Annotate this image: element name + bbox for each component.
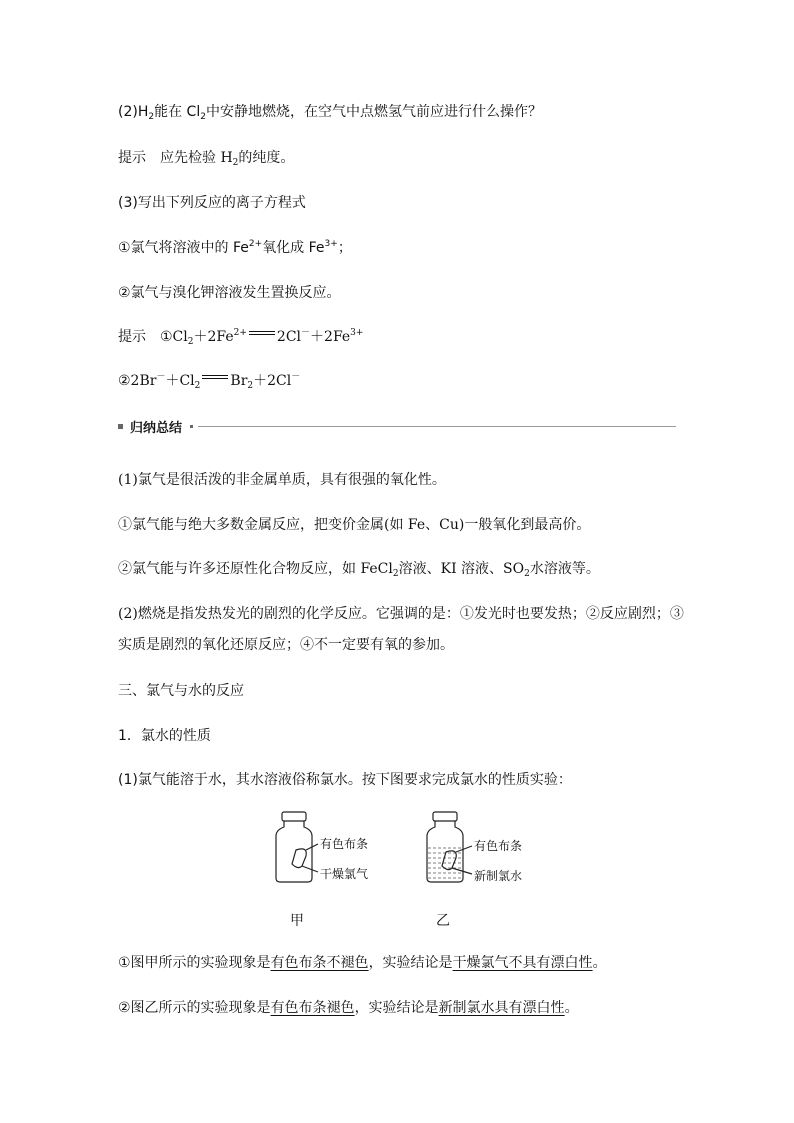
question-3-title: (3)写出下列反应的离子方程式 bbox=[118, 195, 306, 211]
yi-label-cloth: 有色布条 bbox=[474, 839, 523, 853]
conclusion-2: ②图乙所示的实验现象是有色布条褪色，实验结论是新制氯水具有漂白性。 bbox=[118, 1000, 579, 1016]
bottle-yi-icon bbox=[427, 812, 472, 882]
paragraph-1: (1)氯气能溶于水，其水溶液俗称氯水。按下图要求完成氯水的性质实验： bbox=[118, 772, 572, 788]
answer-blank-3: 有色布条褪色 bbox=[270, 1000, 355, 1016]
equation-1: 提示 $①Cl_2+2Fe^{2+}$ $2Cl^-+2Fe^{3+}$ bbox=[118, 328, 364, 347]
square-bullet-icon bbox=[118, 424, 123, 429]
jia-label-cloth: 有色布条 bbox=[320, 837, 369, 851]
equation-2: $②2Br^-+Cl_2$ $Br_2+2Cl^-$ bbox=[118, 372, 301, 391]
summary-2-line1: (2)燃烧是指发热发光的剧烈的化学反应。它强调的是：①发光时也要发热；②反应剧烈；③ bbox=[118, 606, 684, 622]
yi-label-water: 新制氯水 bbox=[474, 869, 523, 883]
hint-2: 提示 应先检验 $H_2$的纯度。 bbox=[118, 150, 295, 168]
summary-1b: ②氯气能与许多还原性化合物反应，如 FeCl$_2$溶液、KI 溶液、$SO_2$水溶液等。 bbox=[118, 561, 600, 579]
summary-header bbox=[118, 417, 676, 437]
equals-arrow bbox=[200, 373, 230, 383]
bottles-diagram bbox=[260, 800, 540, 900]
question-2: $(2)H_2$能在 $Cl_2$中安静地燃烧，在空气中点燃氢气前应进行什么操作？ bbox=[118, 104, 542, 122]
question-3-b: ②氯气与溴化钾溶液发生置换反应。 bbox=[118, 285, 341, 301]
caption-yi: 乙 bbox=[436, 913, 450, 929]
experiment-figure bbox=[260, 800, 540, 930]
hint-label: 提示 bbox=[118, 150, 146, 166]
summary-2-line2: 实质是剧烈的氧化还原反应；④不一定要有氧的参加。 bbox=[118, 637, 454, 653]
section-3-title: 三、氯气与水的反应 bbox=[118, 683, 244, 699]
small-square-icon bbox=[190, 425, 193, 428]
section-3-1-title: 1．氯水的性质 bbox=[118, 728, 211, 744]
caption-jia: 甲 bbox=[290, 913, 304, 929]
divider bbox=[198, 426, 676, 427]
answer-blank-1: 有色布条不褪色 bbox=[270, 955, 369, 971]
question-3-a: ①氯气将溶液中的 $Fe^{2+}$氧化成 $Fe^{3+}$； bbox=[118, 239, 352, 256]
summary-1: (1)氯气是很活泼的非金属单质，具有很强的氧化性。 bbox=[118, 472, 446, 488]
jia-label-gas: 干燥氯气 bbox=[320, 867, 369, 881]
equals-arrow bbox=[247, 329, 277, 339]
answer-blank-2: 干燥氯气不具有漂白性 bbox=[452, 955, 593, 971]
summary-1a: ①氯气能与绝大多数金属反应，把变价金属(如 Fe、Cu)一般氧化到最高价。 bbox=[118, 517, 591, 533]
bottle-jia-icon bbox=[276, 812, 318, 882]
summary-title: 归纳总结 bbox=[130, 421, 183, 436]
answer-blank-4: 新制氯水具有漂白性 bbox=[438, 1000, 565, 1016]
conclusion-1: ①图甲所示的实验现象是有色布条不褪色，实验结论是干燥氯气不具有漂白性。 bbox=[118, 955, 607, 971]
